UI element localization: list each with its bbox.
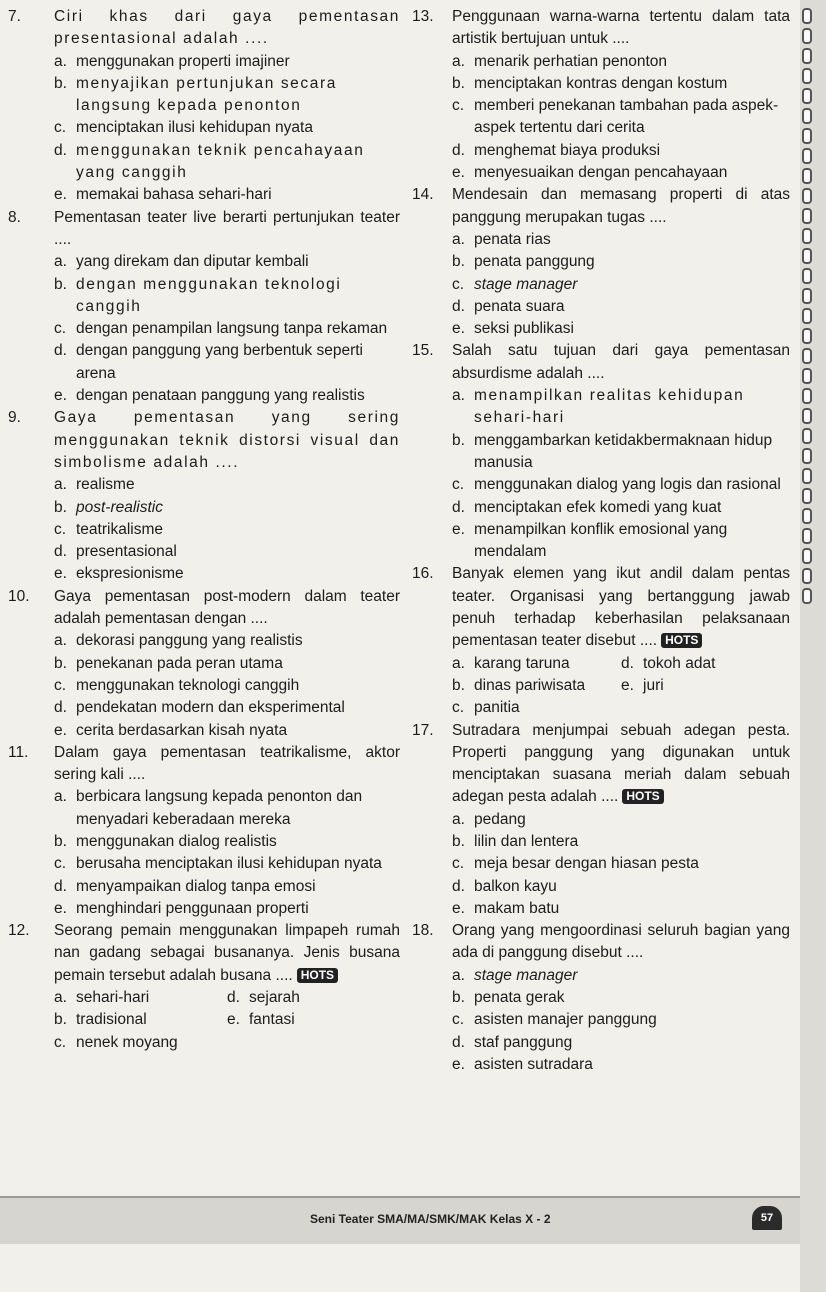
- option-a[interactable]: a. menampilkan realitas kehidupan sehari-hari: [452, 387, 745, 427]
- question-11: [8, 742, 400, 920]
- question-16: [412, 563, 790, 719]
- question-8: [8, 207, 400, 408]
- question-15: [412, 340, 790, 563]
- binding-ring: [802, 288, 812, 304]
- option-e[interactable]: e. fantasi: [227, 1011, 295, 1029]
- option-c[interactable]: c. asisten manajer panggung: [452, 1011, 657, 1029]
- option-c[interactable]: c. stage manager: [452, 275, 578, 293]
- binding-ring: [802, 228, 812, 244]
- option-e[interactable]: e. dengan penataan panggung yang realistis: [54, 387, 365, 405]
- binding-ring: [802, 348, 812, 364]
- binding-ring: [802, 368, 812, 384]
- binding-ring: [802, 388, 812, 404]
- option-a[interactable]: a. stage manager: [452, 966, 578, 984]
- question-text: Mendesain dan memasang properti di atas panggung merupakan tugas ....: [452, 186, 790, 226]
- option-c[interactable]: c. nenek moyang: [54, 1033, 178, 1051]
- book-title: Seni Teater SMA/MA/SMK/MAK Kelas X - 2: [310, 1212, 551, 1226]
- binding-ring: [802, 428, 812, 444]
- option-e[interactable]: e. ekspresionisme: [54, 565, 184, 583]
- option-a[interactable]: a. dekorasi panggung yang realistis: [54, 632, 303, 650]
- option-d[interactable]: d. presentasional: [54, 543, 177, 561]
- page-number: 57: [752, 1206, 782, 1230]
- option-e[interactable]: e. seksi publikasi: [452, 320, 574, 338]
- option-c[interactable]: c. panitia: [452, 699, 520, 717]
- question-text: Penggunaan warna-warna tertentu dalam tata artistik bertujuan untuk ....: [452, 8, 790, 48]
- option-c[interactable]: c. meja besar dengan hiasan pesta: [452, 855, 699, 873]
- binding-ring: [802, 148, 812, 164]
- binding-ring: [802, 68, 812, 84]
- question-7: [8, 6, 400, 207]
- question-number: 18.: [412, 922, 434, 940]
- binding-ring: [802, 108, 812, 124]
- question-9: [8, 407, 400, 585]
- question-14: [412, 184, 790, 340]
- option-b[interactable]: b. menggambarkan ketidakbermaknaan hidup manusia: [452, 431, 773, 471]
- binding-ring: [802, 468, 812, 484]
- question-text: Orang yang mengoordinasi seluruh bagian yang ada di panggung disebut ....: [452, 922, 790, 962]
- hots-badge: HOTS: [661, 633, 702, 648]
- binding-ring: [802, 488, 812, 504]
- option-b[interactable]: b. menggunakan dialog realistis: [54, 832, 277, 850]
- binding-ring: [802, 268, 812, 284]
- question-number: 12.: [8, 922, 30, 940]
- option-e[interactable]: e. cerita berdasarkan kisah nyata: [54, 721, 288, 739]
- binding-ring: [802, 168, 812, 184]
- binding-ring: [802, 188, 812, 204]
- option-e[interactable]: e. memakai bahasa sehari-hari: [54, 186, 272, 204]
- binding-ring: [802, 508, 812, 524]
- option-a[interactable]: a. yang direkam dan diputar kembali: [54, 253, 309, 271]
- option-c[interactable]: c. berusaha menciptakan ilusi kehidupan nyata: [54, 855, 382, 873]
- binding-ring: [802, 208, 812, 224]
- question-text: Ciri khas dari gaya pementasan presentasional adalah ....: [54, 8, 400, 48]
- option-b[interactable]: b. dengan menggunakan teknologi canggih: [54, 275, 342, 315]
- option-d[interactable]: d. penata suara: [452, 297, 565, 315]
- option-a[interactable]: a. realisme: [54, 476, 135, 494]
- question-text: Sutradara menjumpai sebuah adegan pesta. Properti panggung yang digunakan untuk menciptakan suasana meriah dalam sebuah adegan pesta adalah .... HOTS: [452, 721, 790, 806]
- option-b[interactable]: b. dinas pariwisata: [452, 676, 586, 694]
- binding-ring: [802, 48, 812, 64]
- binding-ring: [802, 588, 812, 604]
- question-number: 17.: [412, 721, 434, 739]
- option-d[interactable]: d. menghemat biaya produksi: [452, 141, 661, 159]
- option-a[interactable]: a. menarik perhatian penonton: [452, 52, 668, 70]
- option-b[interactable]: b. menciptakan kontras dengan kostum: [452, 74, 728, 92]
- question-17: [412, 720, 790, 921]
- option-d[interactable]: d. balkon kayu: [452, 877, 557, 895]
- option-c[interactable]: c. dengan penampilan langsung tanpa rekaman: [54, 320, 388, 338]
- binding-ring: [802, 128, 812, 144]
- question-number: 13.: [412, 8, 434, 25]
- left-column: [8, 6, 400, 1054]
- option-c[interactable]: c. menggunakan teknologi canggih: [54, 676, 300, 694]
- binding-ring: [802, 28, 812, 44]
- option-b[interactable]: b. lilin dan lentera: [452, 832, 579, 850]
- option-d[interactable]: d. menggunakan teknik pencahayaan yang canggih: [54, 141, 365, 182]
- option-d[interactable]: d. menciptakan efek komedi yang kuat: [452, 498, 722, 516]
- hots-badge: HOTS: [297, 968, 338, 983]
- option-a[interactable]: a. sehari-hari: [54, 989, 150, 1007]
- spiral-binding: [800, 0, 826, 1292]
- option-e[interactable]: e. menampilkan konflik emosional yang mendalam: [452, 520, 728, 561]
- question-text: Salah satu tujuan dari gaya pementasan absurdisme adalah ....: [452, 342, 790, 382]
- binding-ring: [802, 8, 812, 24]
- option-e[interactable]: e. asisten sutradara: [452, 1055, 593, 1073]
- question-number: 10.: [8, 587, 30, 605]
- option-d[interactable]: d. sejarah: [227, 989, 300, 1007]
- option-e[interactable]: e. menyesuaikan dengan pencahayaan: [452, 164, 728, 182]
- question-number: 7.: [8, 8, 21, 25]
- question-10: [8, 586, 400, 742]
- option-a[interactable]: a. pedang: [452, 810, 526, 828]
- question-text: Gaya pementasan post-modern dalam teater adalah pementasan dengan ....: [54, 587, 400, 628]
- option-c[interactable]: c. menggunakan dialog yang logis dan rasional: [452, 476, 781, 494]
- question-12: [8, 920, 400, 1054]
- option-e[interactable]: e. menghindari penggunaan properti: [54, 899, 309, 917]
- option-b[interactable]: b. penata panggung: [452, 253, 595, 271]
- option-b[interactable]: b. tradisional: [54, 1011, 147, 1029]
- hots-badge: HOTS: [622, 789, 663, 804]
- option-b[interactable]: b. menyajikan pertunjukan secara langsung kepada penonton: [54, 74, 337, 115]
- option-b[interactable]: b. post-realistic: [54, 498, 163, 516]
- question-text: Banyak elemen yang ikut andil dalam pentas teater. Organisasi yang bertanggung jawab penuh terhadap keberhasilan pelaksanaan pementasan teater disebut .... HOTS: [452, 565, 790, 650]
- binding-ring: [802, 308, 812, 324]
- option-d[interactable]: d. menyampaikan dialog tanpa emosi: [54, 877, 316, 895]
- binding-ring: [802, 568, 812, 584]
- question-18: [412, 920, 790, 1076]
- binding-ring: [802, 328, 812, 344]
- option-b[interactable]: b. penata gerak: [452, 989, 565, 1007]
- option-a[interactable]: a. karang taruna: [452, 654, 570, 672]
- option-b[interactable]: b. penekanan pada peran utama: [54, 654, 283, 672]
- binding-ring: [802, 88, 812, 104]
- option-d[interactable]: d. dengan panggung yang berbentuk seperti arena: [54, 342, 363, 382]
- option-e[interactable]: e. juri: [621, 676, 664, 694]
- question-text: Pementasan teater live berarti pertunjukan teater ....: [54, 208, 400, 248]
- binding-ring: [802, 248, 812, 264]
- question-number: 8.: [8, 208, 21, 226]
- question-number: 14.: [412, 186, 434, 204]
- option-c[interactable]: c. memberi penekanan tambahan pada aspek-aspek tertentu dari cerita: [452, 97, 779, 137]
- option-a[interactable]: a. menggunakan properti imajiner: [54, 52, 290, 70]
- binding-ring: [802, 408, 812, 424]
- option-a[interactable]: a. penata rias: [452, 230, 551, 248]
- option-d[interactable]: d. tokoh adat: [621, 654, 716, 672]
- question-number: 15.: [412, 342, 434, 360]
- question-text: Dalam gaya pementasan teatrikalisme, aktor sering kali ....: [54, 743, 400, 784]
- option-e[interactable]: e. makam batu: [452, 899, 560, 917]
- option-c[interactable]: c. teatrikalisme: [54, 520, 163, 538]
- option-c[interactable]: c. menciptakan ilusi kehidupan nyata: [54, 119, 313, 137]
- binding-ring: [802, 548, 812, 564]
- question-number: 16.: [412, 565, 434, 583]
- page-footer: [0, 1196, 800, 1244]
- binding-ring: [802, 448, 812, 464]
- right-column: [412, 6, 790, 1076]
- question-13: [412, 6, 790, 184]
- option-d[interactable]: d. staf panggung: [452, 1033, 573, 1051]
- option-a[interactable]: a. berbicara langsung kepada penonton dan menyadari keberadaan mereka: [54, 788, 363, 828]
- question-text: Seorang pemain menggunakan limpapeh rumah nan gadang sebagai busananya. Jenis busana pemain tersebut adalah busana .... HOTS: [54, 922, 400, 984]
- question-number: 11.: [8, 743, 29, 761]
- question-number: 9.: [8, 409, 21, 427]
- question-text: Gaya pementasan yang sering menggunakan teknik distorsi visual dan simbolisme adalah ....: [54, 409, 400, 471]
- binding-ring: [802, 528, 812, 544]
- option-d[interactable]: d. pendekatan modern dan eksperimental: [54, 699, 345, 717]
